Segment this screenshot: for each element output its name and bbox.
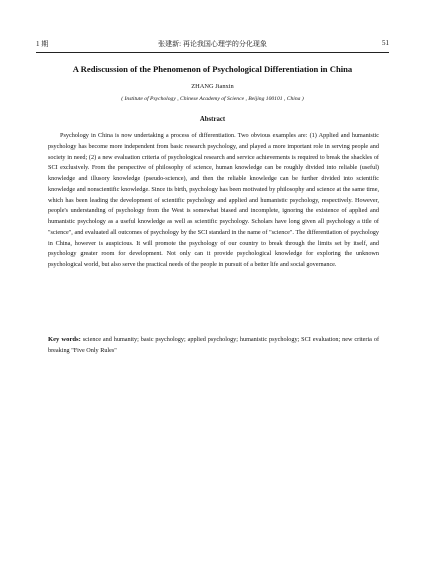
author-affiliation: ( Institute of Psychology , Chinese Academy of Science , Beijing 100101 , China ) [121,96,304,102]
running-header [36,36,389,53]
keywords-text: science and humanity; basic psychology; applied psychology; humanistic psychology; SCI evaluation; new criteria of breaking "Five Only Rules" [48,336,380,354]
running-title: 张建新: 再论我国心理学的分化现象 [158,40,267,48]
abstract-body [48,131,379,271]
page-number: 51 [382,39,389,47]
abstract-text: Psychology in China is now undertaking a process of differentiation. Two obvious examples are: (1) Applied and humanistic psychology has become more independent from basic research psychology, and played a more important role in serving people and society in need; (2) a new evaluation criteria of psychological research and service achievements is required to break the shackles of SCI exclusively. From the perspective of philosophy of science, human knowledge can be roughly divided into reliable (useful) knowledge and illusory knowledge (pseudo-science), and then the reliable knowledge can be further divided into scientific knowledge and nonscientific knowledge. Since its birth, psychology has been motivated by philosophy and science at the same time, which has been leading the development of scientific psychology and applied and humanistic psychology, respectively. However, people's understanding of psychology from the West is somewhat biased and incomplete, ignoring the existence of applied and humanistic psychology as a useful knowledge as well as scientific psychology. Scholars have long given all psychology a title of "science", and evaluated all outcomes of psychology by the SCI standard in the name of "science". The differentiation of psychology in China, however is auspicious. It will promote the psychology of our country to break through the limits set by itself, and psychology greater room for development. Not only can it provide psychological knowledge for exploring the unknown psychological world, but also serve the practical needs of the people in pursuit of a better life and social governance. [48,132,379,268]
abstract-heading: Abstract [199,116,226,123]
keywords-label: Key words: [48,336,81,343]
author-name: ZHANG Jianxin [191,83,234,90]
issue-label: 1 期 [36,40,49,48]
paper-title: A Rediscussion of the Phenomenon of Psychological Differentiation in China [72,64,353,74]
keywords-section [48,335,379,357]
